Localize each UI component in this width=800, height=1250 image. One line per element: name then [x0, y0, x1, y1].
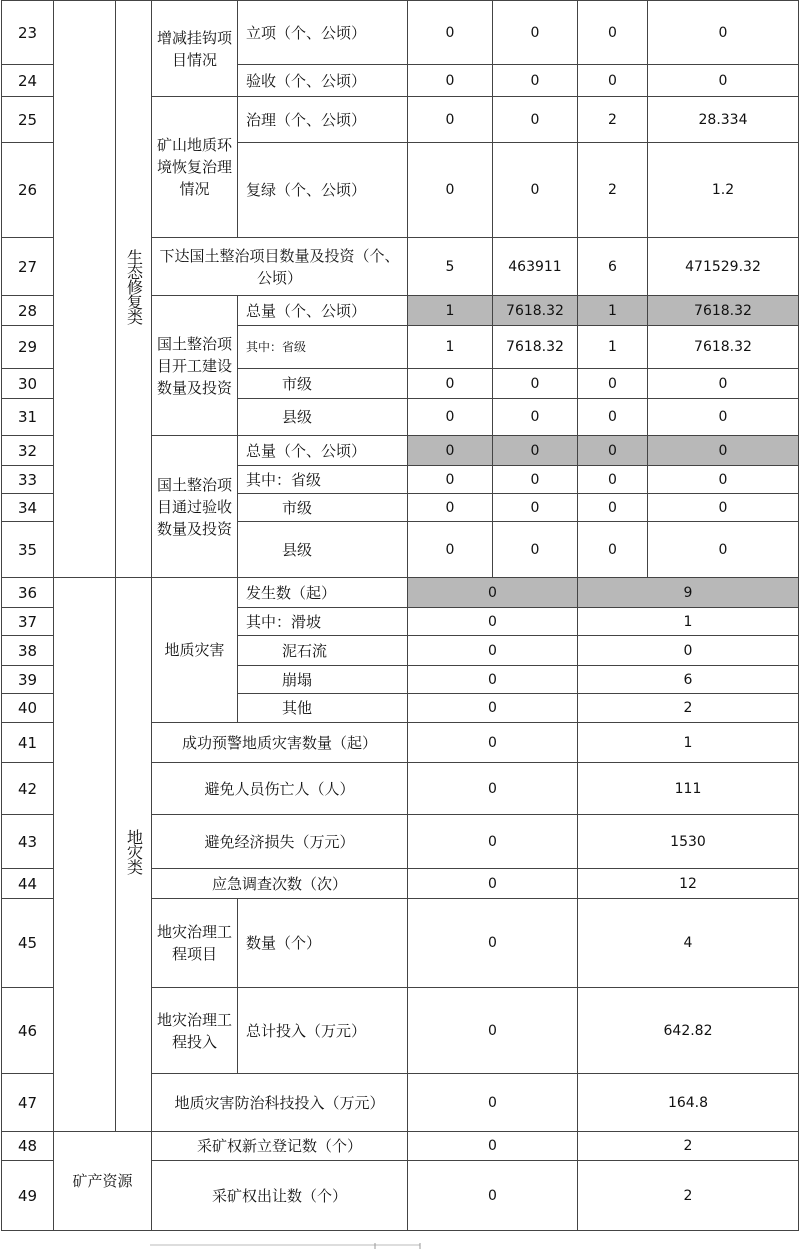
value-cell: 0 — [493, 65, 578, 97]
group-label: 国土整治项目开工建设数量及投资 — [152, 296, 238, 436]
value-cell: 463911 — [493, 238, 578, 296]
value-cell: 0 — [493, 97, 578, 143]
row-number: 49 — [2, 1161, 54, 1231]
page-edge-marks — [0, 1243, 800, 1250]
value-cell: 471529.32 — [648, 238, 799, 296]
row-number: 32 — [2, 436, 54, 466]
value-cell: 0 — [408, 869, 578, 899]
value-cell: 0 — [408, 494, 493, 522]
value-cell: 111 — [578, 763, 799, 815]
item-label: 避免人员伤亡人（人） — [152, 763, 408, 815]
value-cell: 0 — [493, 436, 578, 466]
value-cell: 2 — [578, 97, 648, 143]
row-number: 31 — [2, 399, 54, 436]
value-cell: 0 — [408, 666, 578, 694]
value-cell: 0 — [578, 369, 648, 399]
value-cell: 0 — [493, 1, 578, 65]
value-cell: 0 — [408, 143, 493, 238]
row-number: 28 — [2, 296, 54, 326]
row-number: 47 — [2, 1074, 54, 1132]
value-cell: 0 — [493, 522, 578, 578]
row-number: 38 — [2, 636, 54, 666]
value-cell: 1 — [408, 296, 493, 326]
value-cell: 6 — [578, 666, 799, 694]
value-cell: 1 — [578, 326, 648, 369]
value-cell: 0 — [408, 636, 578, 666]
value-cell: 2 — [578, 694, 799, 723]
value-cell: 0 — [408, 1132, 578, 1161]
item-label: 地质灾害防治科技投入（万元） — [152, 1074, 408, 1132]
value-cell: 0 — [408, 763, 578, 815]
item-label: 总量（个、公顷） — [238, 436, 408, 466]
value-cell: 0 — [648, 65, 799, 97]
value-cell: 0 — [408, 369, 493, 399]
value-cell: 0 — [408, 466, 493, 494]
value-cell: 0 — [408, 608, 578, 636]
value-cell: 0 — [493, 399, 578, 436]
value-cell: 0 — [578, 522, 648, 578]
category-blank — [54, 578, 116, 1132]
item-label: 其中：滑坡 — [238, 608, 408, 636]
value-cell: 0 — [408, 578, 578, 608]
value-cell: 0 — [578, 494, 648, 522]
value-cell: 1 — [578, 296, 648, 326]
item-label: 其他 — [238, 694, 408, 723]
item-label: 其中：省级 — [238, 326, 408, 369]
value-cell: 0 — [648, 522, 799, 578]
value-cell: 0 — [408, 1, 493, 65]
group-label: 地灾治理工程投入 — [152, 988, 238, 1074]
table-row — [2, 1, 799, 65]
group-label: 地灾治理工程项目 — [152, 899, 238, 988]
value-cell: 164.8 — [578, 1074, 799, 1132]
row-number: 44 — [2, 869, 54, 899]
group-label: 国土整治项目通过验收数量及投资 — [152, 436, 238, 578]
category-geo — [116, 578, 152, 1132]
item-label: 市级 — [238, 494, 408, 522]
item-label: 下达国土整治项目数量及投资（个、公顷） — [152, 238, 408, 296]
value-cell: 0 — [408, 723, 578, 763]
row-number: 42 — [2, 763, 54, 815]
group-label: 增减挂钩项目情况 — [152, 1, 238, 97]
value-cell: 28.334 — [648, 97, 799, 143]
item-label: 县级 — [238, 399, 408, 436]
value-cell: 0 — [408, 899, 578, 988]
value-cell: 0 — [408, 1161, 578, 1231]
category-eco-label: 生态修复类 — [124, 248, 144, 324]
value-cell: 9 — [578, 578, 799, 608]
item-label: 总量（个、公顷） — [238, 296, 408, 326]
value-cell: 0 — [408, 522, 493, 578]
item-label: 避免经济损失（万元） — [152, 815, 408, 869]
value-cell: 0 — [493, 494, 578, 522]
item-label: 崩塌 — [238, 666, 408, 694]
table-row — [2, 578, 799, 608]
row-number: 30 — [2, 369, 54, 399]
value-cell: 0 — [648, 494, 799, 522]
value-cell: 7618.32 — [648, 296, 799, 326]
item-label: 数量（个） — [238, 899, 408, 988]
row-number: 37 — [2, 608, 54, 636]
item-label: 验收（个、公顷） — [238, 65, 408, 97]
group-label: 地质灾害 — [152, 578, 238, 723]
value-cell: 0 — [408, 399, 493, 436]
value-cell: 0 — [493, 369, 578, 399]
value-cell: 0 — [408, 815, 578, 869]
value-cell: 0 — [408, 97, 493, 143]
item-label: 市级 — [238, 369, 408, 399]
value-cell: 12 — [578, 869, 799, 899]
item-label: 泥石流 — [238, 636, 408, 666]
row-number: 36 — [2, 578, 54, 608]
row-number: 43 — [2, 815, 54, 869]
value-cell: 7618.32 — [648, 326, 799, 369]
item-label: 采矿权出让数（个） — [152, 1161, 408, 1231]
item-label: 总计投入（万元） — [238, 988, 408, 1074]
value-cell: 0 — [578, 636, 799, 666]
category-mine: 矿产资源 — [54, 1132, 152, 1231]
row-number: 46 — [2, 988, 54, 1074]
value-cell: 1 — [408, 326, 493, 369]
row-number: 33 — [2, 466, 54, 494]
row-number: 24 — [2, 65, 54, 97]
value-cell: 0 — [408, 65, 493, 97]
row-number: 27 — [2, 238, 54, 296]
value-cell: 0 — [578, 399, 648, 436]
table-row — [2, 1132, 799, 1161]
value-cell: 642.82 — [578, 988, 799, 1074]
category-blank — [54, 1, 116, 578]
value-cell: 0 — [578, 65, 648, 97]
value-cell: 6 — [578, 238, 648, 296]
row-number: 39 — [2, 666, 54, 694]
value-cell: 7618.32 — [493, 296, 578, 326]
value-cell: 0 — [578, 1, 648, 65]
row-number: 48 — [2, 1132, 54, 1161]
value-cell: 7618.32 — [493, 326, 578, 369]
value-cell: 1530 — [578, 815, 799, 869]
category-eco — [116, 1, 152, 578]
item-label: 其中：省级 — [238, 466, 408, 494]
item-label: 成功预警地质灾害数量（起） — [152, 723, 408, 763]
value-cell: 4 — [578, 899, 799, 988]
value-cell: 0 — [648, 466, 799, 494]
value-cell: 0 — [578, 466, 648, 494]
value-cell: 2 — [578, 1161, 799, 1231]
row-number: 29 — [2, 326, 54, 369]
row-number: 25 — [2, 97, 54, 143]
item-label: 采矿权新立登记数（个） — [152, 1132, 408, 1161]
row-number: 35 — [2, 522, 54, 578]
value-cell: 0 — [493, 466, 578, 494]
row-number: 26 — [2, 143, 54, 238]
item-label: 县级 — [238, 522, 408, 578]
value-cell: 0 — [408, 1074, 578, 1132]
value-cell: 2 — [578, 143, 648, 238]
value-cell: 0 — [578, 436, 648, 466]
value-cell: 5 — [408, 238, 493, 296]
value-cell: 0 — [408, 988, 578, 1074]
value-cell: 2 — [578, 1132, 799, 1161]
item-label: 治理（个、公顷） — [238, 97, 408, 143]
item-label: 复绿（个、公顷） — [238, 143, 408, 238]
row-number: 41 — [2, 723, 54, 763]
row-number: 34 — [2, 494, 54, 522]
value-cell: 0 — [648, 436, 799, 466]
value-cell: 0 — [648, 1, 799, 65]
value-cell: 0 — [493, 143, 578, 238]
row-number: 40 — [2, 694, 54, 723]
value-cell: 1 — [578, 608, 799, 636]
value-cell: 1.2 — [648, 143, 799, 238]
value-cell: 0 — [408, 694, 578, 723]
statistics-table — [1, 0, 799, 1231]
value-cell: 1 — [578, 723, 799, 763]
row-number: 23 — [2, 1, 54, 65]
category-geo-label: 地灾类 — [124, 829, 144, 874]
value-cell: 0 — [648, 399, 799, 436]
item-label: 应急调查次数（次） — [152, 869, 408, 899]
value-cell: 0 — [648, 369, 799, 399]
item-label: 发生数（起） — [238, 578, 408, 608]
value-cell: 0 — [408, 436, 493, 466]
row-number: 45 — [2, 899, 54, 988]
group-label: 矿山地质环境恢复治理情况 — [152, 97, 238, 238]
item-label: 立项（个、公顷） — [238, 1, 408, 65]
